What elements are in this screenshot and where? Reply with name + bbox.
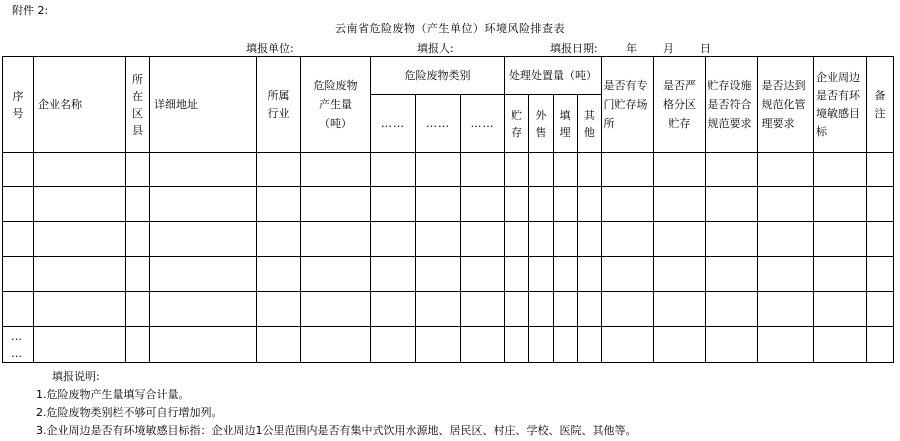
table-row [3,222,894,257]
cell[interactable] [814,292,867,327]
cell[interactable] [529,222,553,257]
cell[interactable] [126,327,150,363]
cell[interactable] [34,153,126,187]
header-address [150,57,257,153]
header-category-text: 危险废物类别 [404,68,471,82]
cell[interactable] [416,187,461,222]
cell[interactable] [126,187,150,222]
cell[interactable] [416,292,461,327]
note-item-2: 2.危险废物类别栏不够可自行增加列。 [36,406,223,419]
cell[interactable] [257,153,301,187]
cell[interactable] [867,257,894,292]
header-facility-text: 贮存设施是否符合规范要求 [707,79,752,130]
cell[interactable] [505,153,529,187]
cell[interactable] [34,222,126,257]
cell[interactable] [867,187,894,222]
cell[interactable] [814,222,867,257]
cell[interactable] [529,292,553,327]
header-sensitive-text: 企业周边是否有环境敏感目标 [816,70,860,138]
cell[interactable] [553,292,577,327]
cell[interactable] [34,292,126,327]
header-address-text: 详细地址 [154,97,198,111]
table-row [3,187,894,222]
cell[interactable] [577,327,601,363]
header-seq-text: 序号 [12,89,24,120]
date-year: 年 [626,42,637,55]
cell[interactable] [301,257,371,292]
cell[interactable] [602,187,654,222]
cell[interactable] [126,222,150,257]
cell[interactable] [814,327,867,363]
header-disposal-sold [529,95,553,153]
header-facility [706,57,758,153]
cell[interactable] [758,222,814,257]
cell[interactable] [34,257,126,292]
date-day: 日 [700,42,711,55]
notes [36,368,637,440]
header-company-text: 企业名称 [38,97,82,111]
cell[interactable] [3,153,34,187]
cell[interactable] [3,292,34,327]
header-storage-site-text: 是否有专门贮存场所 [603,79,648,130]
cell[interactable] [3,222,34,257]
cell[interactable] [758,153,814,187]
cell[interactable] [505,222,529,257]
cell[interactable] [529,257,553,292]
header-industry [257,57,301,153]
header-disposal-landfill [553,95,577,153]
date-parts [626,40,737,56]
cell[interactable] [706,327,758,363]
header-disposal-storage [505,95,529,153]
cell[interactable] [602,257,654,292]
notes-label: 填报说明: [52,370,100,383]
cell[interactable] [706,257,758,292]
date-label: 填报日期: [550,42,598,55]
cell[interactable] [553,257,577,292]
cell[interactable] [3,187,34,222]
form-title: 云南省危险废物（产生单位）环境风险排查表 [335,22,565,35]
cell[interactable] [257,222,301,257]
header-disposal-landfill-text: 填埋 [559,108,571,139]
cell[interactable] [602,222,654,257]
cell[interactable] [150,292,257,327]
cell[interactable] [461,153,505,187]
cell[interactable] [654,153,706,187]
header-sensitive [814,57,867,153]
continuation-marker [3,327,34,363]
continuation-marker-text: … … [11,329,22,360]
header-disposal-text: 处理处置量（吨） [509,69,597,82]
table-row [3,327,894,363]
cell[interactable] [529,327,553,363]
cell[interactable] [257,327,301,363]
cell[interactable] [371,327,416,363]
cell[interactable] [706,187,758,222]
cell[interactable] [577,187,601,222]
note-item-1: 1.危险废物产生量填写合计量。 [36,388,190,401]
cell[interactable] [150,222,257,257]
cell[interactable] [706,292,758,327]
cell[interactable] [553,222,577,257]
cell[interactable] [301,187,371,222]
cell[interactable] [654,257,706,292]
header-category-sub-1: …… [371,95,416,153]
cell[interactable] [814,153,867,187]
header-zoned-text: 是否严格分区贮存 [663,79,696,130]
cell[interactable] [654,292,706,327]
cell[interactable] [758,292,814,327]
cell[interactable] [505,187,529,222]
cell[interactable] [461,187,505,222]
cell[interactable] [602,153,654,187]
cell[interactable] [371,187,416,222]
cell[interactable] [602,327,654,363]
cell[interactable] [416,257,461,292]
cell[interactable] [150,187,257,222]
cell[interactable] [577,257,601,292]
cell[interactable] [371,153,416,187]
person-label: 填报人: [417,42,454,55]
cell[interactable] [529,187,553,222]
cell[interactable] [461,327,505,363]
header-amount [301,57,371,153]
header-disposal-other [577,95,601,153]
cell[interactable] [706,153,758,187]
cell[interactable] [577,153,601,187]
cell[interactable] [416,222,461,257]
date-month: 月 [663,42,674,55]
header-standard-text: 是否达到规范化管理要求 [761,79,806,130]
cell[interactable] [34,187,126,222]
header-category-sub-3: …… [461,95,505,153]
cell[interactable] [301,327,371,363]
header-category [371,57,505,95]
cell[interactable] [150,327,257,363]
cell[interactable] [126,292,150,327]
cell[interactable] [814,257,867,292]
header-remarks [867,57,894,153]
cell[interactable] [867,153,894,187]
cell[interactable] [461,257,505,292]
header-storage-site [602,57,654,153]
cell[interactable] [257,257,301,292]
cell[interactable] [126,153,150,187]
cell[interactable] [505,327,529,363]
cell[interactable] [505,292,529,327]
cell[interactable] [814,187,867,222]
cell[interactable] [654,327,706,363]
header-county-text: 所在区县 [132,72,143,137]
header-amount-text: 危险废物产生量（吨） [313,79,358,130]
cell[interactable] [758,187,814,222]
header-standard [758,57,814,153]
risk-survey-table [2,56,894,363]
table-row [3,257,894,292]
table-row [3,153,894,187]
cell[interactable] [150,153,257,187]
header-county [126,57,150,153]
header-remarks-text: 备注 [874,88,886,120]
header-company [34,57,126,153]
header-seq [3,57,34,153]
header-category-sub-2: …… [416,95,461,153]
header-zoned [654,57,706,153]
cell[interactable] [758,257,814,292]
note-item-3: 3.企业周边是否有环境敏感目标指：企业周边1公里范围内是否有集中式饮用水源地、居民区、村庄、学校、医院、其他等。 [36,424,637,437]
cell[interactable] [301,292,371,327]
table-row [3,292,894,327]
header-industry-text: 所属行业 [267,88,290,120]
header-disposal [505,57,602,95]
cell[interactable] [3,257,34,292]
cell[interactable] [461,222,505,257]
cell[interactable] [150,257,257,292]
cell[interactable] [867,327,894,363]
header-disposal-other-text: 其他 [583,108,595,139]
cell[interactable] [654,222,706,257]
unit-label: 填报单位: [246,42,294,55]
cell[interactable] [301,153,371,187]
header-disposal-storage-text: 贮存 [511,108,523,139]
cell[interactable] [257,292,301,327]
cell[interactable] [301,222,371,257]
attachment-label: 附件 2: [12,4,49,17]
cell[interactable] [577,222,601,257]
cell[interactable] [126,257,150,292]
cell[interactable] [553,327,577,363]
cell[interactable] [371,222,416,257]
cell[interactable] [416,327,461,363]
header-disposal-sold-text: 外售 [535,108,547,139]
cell[interactable] [654,187,706,222]
cell[interactable] [867,292,894,327]
cell[interactable] [34,327,126,363]
cell[interactable] [602,292,654,327]
cell[interactable] [371,292,416,327]
cell[interactable] [461,292,505,327]
cell[interactable] [257,187,301,222]
cell[interactable] [505,257,529,292]
cell[interactable] [577,292,601,327]
cell[interactable] [371,257,416,292]
cell[interactable] [553,153,577,187]
cell[interactable] [416,153,461,187]
cell[interactable] [867,222,894,257]
cell[interactable] [758,327,814,363]
cell[interactable] [706,222,758,257]
cell[interactable] [553,187,577,222]
cell[interactable] [529,153,553,187]
